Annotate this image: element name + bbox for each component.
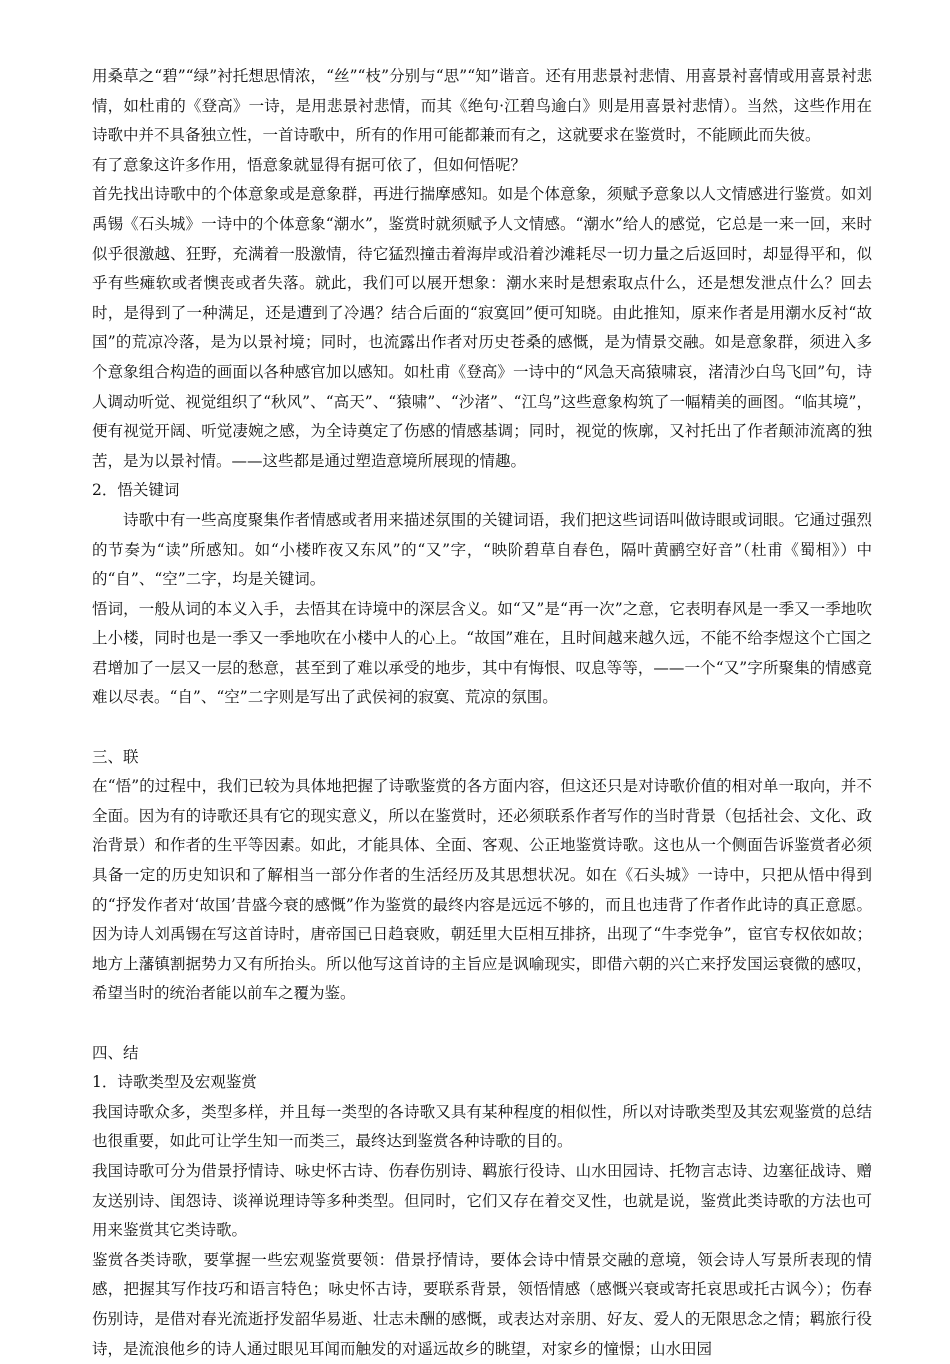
heading-section-three: 三、联 bbox=[92, 747, 139, 766]
paragraph-imagery-method: 首先找出诗歌中的个体意象或是意象群，再进行揣摩感知。如是个体意象，须赋予意象以人文情感进行鉴赏。如刘禹锡《石头城》一诗中的个体意象“潮水”，鉴赏时就须赋予人文情感。“潮水”给人的感觉，它总是一来一回，来时似乎很激越、狂野，充满着一股激情，待它猛烈撞击着海岸或沿着沙滩耗尽一切力量之后返回时，却显得平和，似乎有些瘫软或者懊丧或者失落。就此，我们可以展开想象：潮水来时是想索取点什么，还是想发泄点什么？回去时，是得到了一种满足，还是遭到了冷遇？结合后面的“寂寞回”便可知晓。由此推知，原来作者是用潮水反衬“故国”的荒凉冷落，是为以景衬境；同时，也流露出作者对历史苍桑的感慨，是为情景交融。如是意象群，须进入多个意象组合构造的画面以各种感官加以感知。如杜甫《登高》一诗中的“风急天高猿啸哀，渚清沙白鸟飞回”句，诗人调动听觉、视觉组织了“秋风”、“高天”、“猿啸”、“沙渚”、“江鸟”这些意象构筑了一幅精美的画图。“临其境”，便有视觉开阔、听觉凄婉之感，为全诗奠定了伤感的情感基调；同时，视觉的恢廓，又衬托出了作者颠沛流离的独苦，是为以景衬情。——这些都是通过塑造意境所展现的情趣。 bbox=[92, 185, 872, 470]
heading-section-four: 四、结 bbox=[92, 1043, 139, 1062]
heading-poem-types: 1．诗歌类型及宏观鉴赏 bbox=[92, 1073, 257, 1092]
document-page bbox=[92, 62, 872, 1364]
blank-line bbox=[92, 713, 872, 743]
paragraph-imagery-functions: 用桑草之“碧”“绿”衬托想思情浓，“丝”“枝”分别与“思”“知”谐音。还有用悲景衬悲情、用喜景衬喜情或用喜景衬悲情，如杜甫的《登高》一诗，是用悲景衬悲情，而其《绝句·江碧鸟逾白》则是用喜景衬悲情）。当然，这些作用在诗歌中并不具备独立性，一首诗歌中，所有的作用可能都兼而有之，这就要求在鉴赏时，不能顾此而失彼。 bbox=[92, 67, 872, 145]
paragraph-keywords-method: 悟词，一般从词的本义入手，去悟其在诗境中的深层含义。如“又”是“再一次”之意，它表明春风是一季又一季地吹上小楼，同时也是一季又一季地吹在小楼中人的心上。“故国”难在，且时间越来越久远，不能不给李煜这个亡国之君增加了一层又一层的愁意，甚至到了难以承受的地步，其中有悔恨、叹息等等，——一个“又”字所聚集的情感竟难以尽表。“自”、“空”二字则是写出了武侯祠的寂寞、荒凉的氛围。 bbox=[92, 599, 872, 707]
blank-line bbox=[92, 1009, 872, 1039]
paragraph-types-list: 我国诗歌可分为借景抒情诗、咏史怀古诗、伤春伤别诗、羁旅行役诗、山水田园诗、托物言志诗、边塞征战诗、赠友送别诗、闺怨诗、谈禅说理诗等多种类型。但同时，它们又存在着交叉性，也就是说，鉴赏此类诗歌的方法也可用来鉴赏其它类诗歌。 bbox=[92, 1161, 872, 1240]
paragraph-types-appreciation: 鉴赏各类诗歌，要掌握一些宏观鉴赏要领：借景抒情诗，要体会诗中情景交融的意境，领会诗人写景所表现的情感，把握其写作技巧和语言特色；咏史怀古诗，要联系背景，领悟情感（感慨兴衰或寄托哀思或托古讽今）；伤春伤别诗，是借对春光流逝抒发韶华易逝、壮志未酬的感慨，或表达对亲朋、好友、爱人的无限思念之情；羁旅行役诗，是流浪他乡的诗人通过眼见耳闻而触发的对遥远故乡的眺望，对家乡的憧憬；山水田园 bbox=[92, 1250, 872, 1358]
paragraph-types-summary: 我国诗歌众多，类型多样，并且每一类型的各诗歌又具有某种程度的相似性，所以对诗歌类型及其宏观鉴赏的总结也很重要，如此可让学生知一而类三，最终达到鉴赏各种诗歌的目的。 bbox=[92, 1102, 872, 1151]
paragraph-context: 在“悟”的过程中，我们已较为具体地把握了诗歌鉴赏的各方面内容，但这还只是对诗歌价值的相对单一取向，并不全面。因为有的诗歌还具有它的现实意义，所以在鉴赏时，还必须联系作者写作的当时背景（包括社会、文化、政治背景）和作者的生平等因素。如此，才能具体、全面、客观、公正地鉴赏诗歌。这也从一个侧面告诉鉴赏者必须具备一定的历史知识和了解相当一部分作者的生活经历及其思想状况。如在《石头城》一诗中，只把从悟中得到的“抒发作者对‘故国’昔盛今衰的感慨”作为鉴赏的最终内容是远远不够的，而且也违背了作者作此诗的真正意愿。因为诗人刘禹锡在写这首诗时，唐帝国已日趋衰败，朝廷里大臣相互排挤，出现了“牛李党争”，宦官专权依如故；地方上藩镇割据势力又有所抬头。所以他写这首诗的主旨应是讽喻现实，即借六朝的兴亡来抒发国运衰微的感叹，希望当时的统治者能以前车之覆为鉴。 bbox=[92, 777, 872, 1003]
paragraph-how-to-understand: 有了意象这许多作用，悟意象就显得有据可依了，但如何悟呢？ bbox=[92, 155, 527, 174]
heading-keywords: 2．悟关键词 bbox=[92, 481, 180, 500]
paragraph-keywords-intro: 诗歌中有一些高度聚集作者情感或者用来描述氛围的关键词语，我们把这些词语叫做诗眼或词眼。它通过强烈的节奏为“读”所感知。如“小楼昨夜又东风”的“又”字，“映阶碧草自春色，隔叶黄鹂空好音”（杜甫《蜀相》）中的“自”、“空”二字，均是关键词。 bbox=[92, 510, 872, 589]
